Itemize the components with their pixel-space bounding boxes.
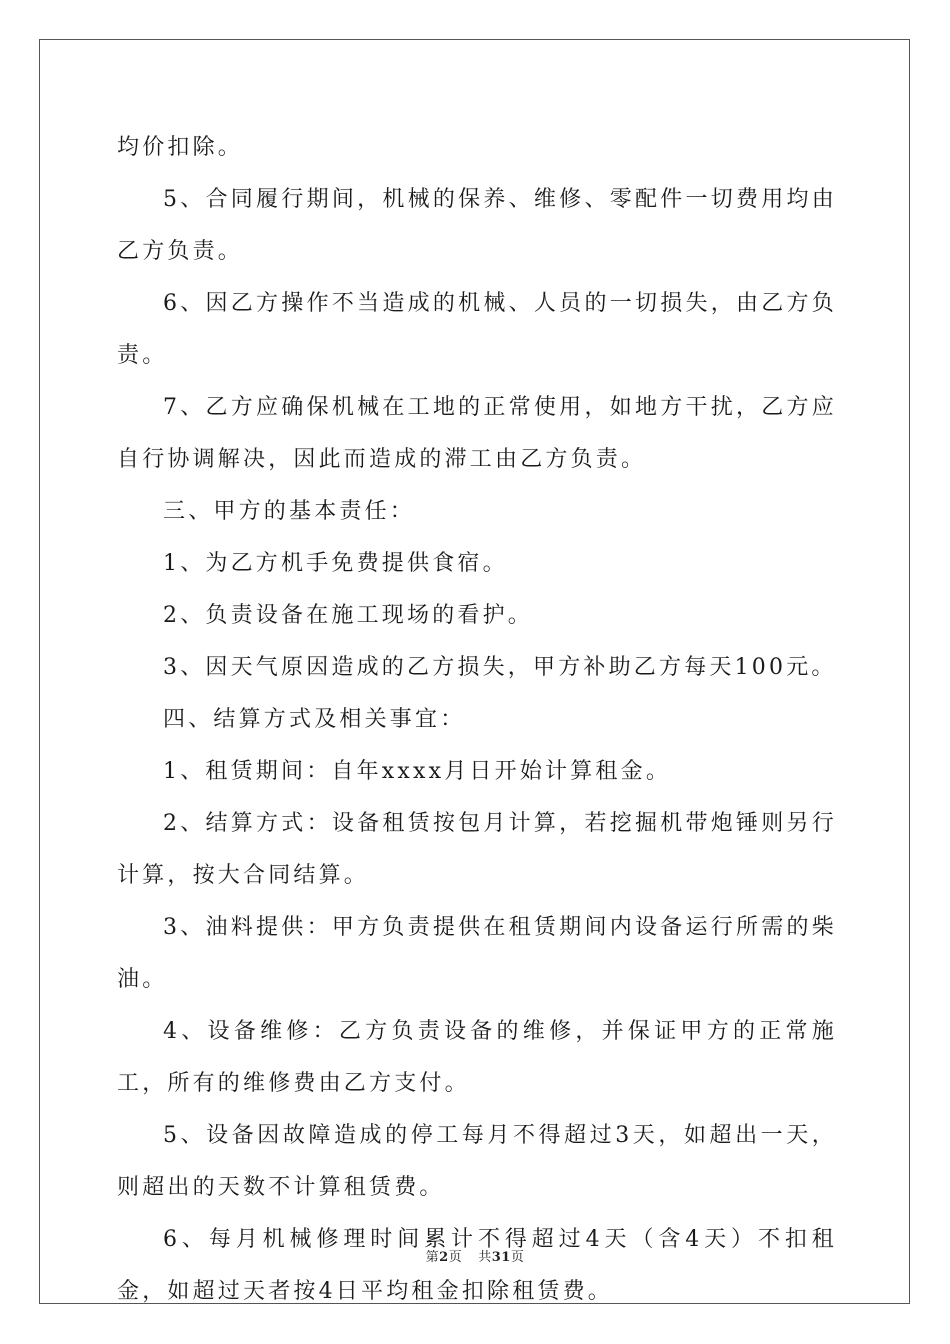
paragraph: 均价扣除。	[117, 135, 244, 160]
total-suffix: 页	[510, 1250, 525, 1265]
page-suffix: 页	[448, 1250, 463, 1265]
paragraph: 2、结算方式：设备租赁按包月计算，若挖掘机带炮锤则另行计算，按大合同结算。	[117, 811, 837, 888]
paragraph: 3、油料提供：甲方负责提供在租赁期间内设备运行所需的柴油。	[117, 915, 837, 992]
total-prefix: 共	[478, 1250, 492, 1265]
paragraph: 7、乙方应确保机械在工地的正常使用，如地方干扰，乙方应自行协调解决，因此而造成的滞工由乙方负责。	[117, 395, 837, 472]
paragraph: 4、设备维修：乙方负责设备的维修，并保证甲方的正常施工，所有的维修费由乙方支付。	[117, 1019, 837, 1096]
paragraph: 3、因天气原因造成的乙方损失，甲方补助乙方每天100元。	[163, 655, 837, 680]
document-body	[117, 122, 837, 1318]
paragraph: 1、租赁期间：自年xxxx月日开始计算租金。	[163, 759, 672, 784]
section-heading: 三、甲方的基本责任：	[163, 499, 416, 524]
section-heading: 四、结算方式及相关事宜：	[163, 707, 466, 732]
page-prefix: 第	[425, 1250, 440, 1265]
paragraph: 1、为乙方机手免费提供食宿。	[163, 551, 508, 576]
paragraph: 6、因乙方操作不当造成的机械、人员的一切损失，由乙方负责。	[117, 291, 837, 368]
total-pages: 31	[491, 1250, 511, 1265]
paragraph: 5、合同履行期间，机械的保养、维修、零配件一切费用均由乙方负责。	[117, 187, 837, 264]
paragraph: 5、设备因故障造成的停工每月不得超过3天，如超出一天，则超出的天数不计算租赁费。	[117, 1123, 837, 1200]
paragraph: 2、负责设备在施工现场的看护。	[163, 603, 533, 628]
page-footer	[0, 1246, 950, 1265]
page-number: 2	[439, 1250, 449, 1265]
paragraph: 6、每月机械修理时间累计不得超过4天（含4天）不扣租金，如超过天者按4日平均租金扣除租赁费。	[117, 1227, 837, 1304]
